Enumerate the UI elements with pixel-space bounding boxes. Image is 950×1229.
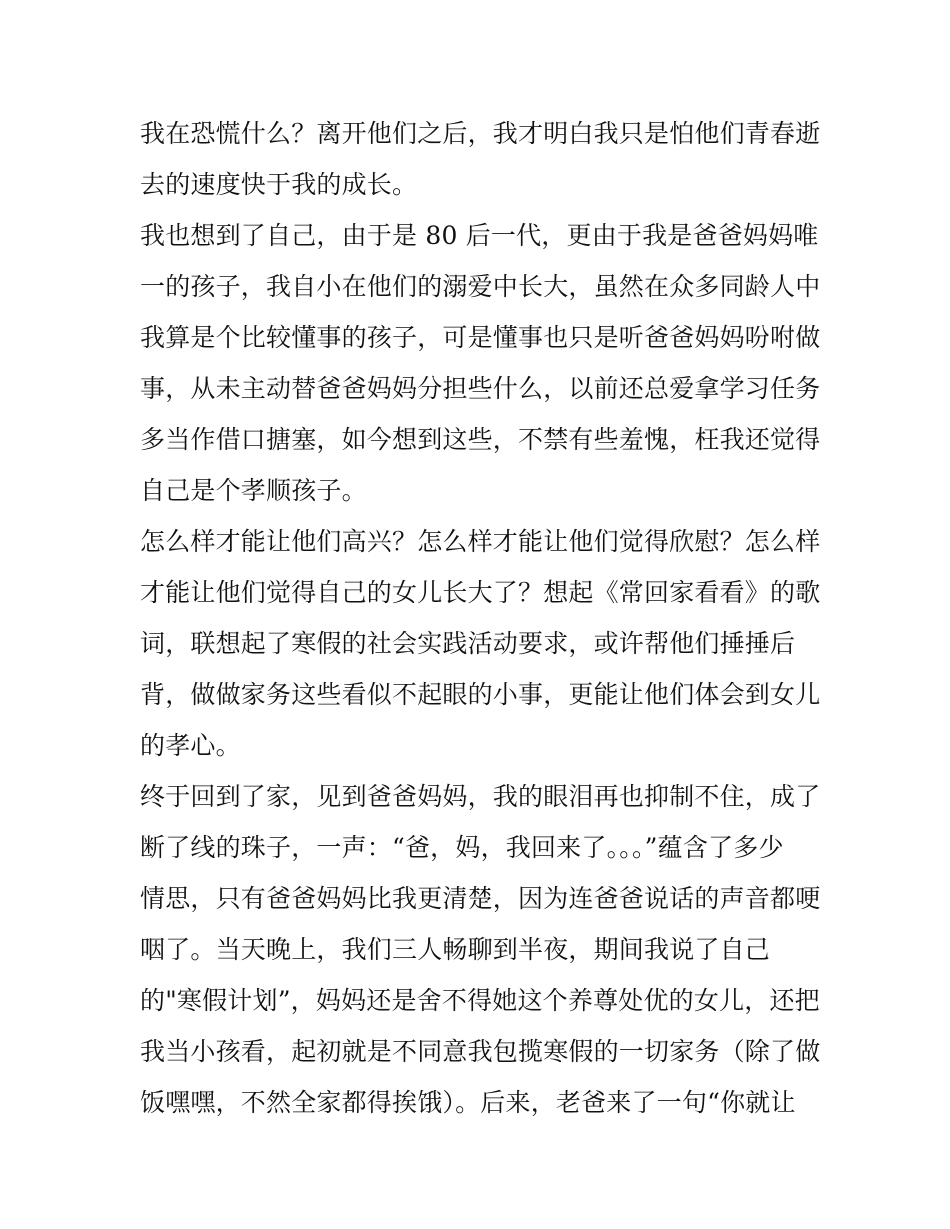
text-line: 自己是个孝顺孩子。 <box>140 476 367 505</box>
text-line: 背，做做家务这些看似不起眼的小事，更能让他们体会到女儿 <box>140 680 820 709</box>
text-line: 饭嘿嘿，不然全家都得挨饿）。后来，老爸来了一句“你就让 <box>140 1088 796 1117</box>
text-line: 断了线的珠子，一声：“爸，妈，我回来了。。。”蕴含了多少 <box>140 833 784 862</box>
text-line: 我算是个比较懂事的孩子，可是懂事也只是听爸爸妈妈吩咐做 <box>140 323 820 352</box>
text-line: 的孝心。 <box>140 731 241 760</box>
text-line: 才能让他们觉得自己的女儿长大了？想起《常回家看看》的歌 <box>140 578 820 607</box>
text-line: 事，从未主动替爸爸妈妈分担些什么，以前还总爱拿学习任务 <box>140 374 820 403</box>
text-line: 词，联想起了寒假的社会实践活动要求，或许帮他们捶捶后 <box>140 629 796 658</box>
text-line: 多当作借口搪塞，如今想到这些，不禁有些羞愧，枉我还觉得 <box>140 425 820 454</box>
text-line: 终于回到了家，见到爸爸妈妈，我的眼泪再也抑制不住，成了 <box>140 782 820 811</box>
text-line: 我当小孩看，起初就是不同意我包揽寒假的一切家务（除了做 <box>140 1037 820 1066</box>
text-line: 一的孩子，我自小在他们的溺爱中长大，虽然在众多同龄人中 <box>140 272 820 301</box>
text-line: 去的速度快于我的成长。 <box>140 170 418 199</box>
text-line: 情思，只有爸爸妈妈比我更清楚，因为连爸爸说话的声音都哽 <box>140 884 820 913</box>
text-line: 的"寒假计划”，妈妈还是舍不得她这个养尊处优的女儿，还把 <box>140 986 820 1015</box>
text-line: 我在恐慌什么？离开他们之后，我才明白我只是怕他们青春逝 <box>140 119 820 148</box>
text-line: 我也想到了自己，由于是 80 后一代，更由于我是爸爸妈妈唯 <box>140 221 819 250</box>
body-text <box>140 108 820 1128</box>
text-line: 怎么样才能让他们高兴？怎么样才能让他们觉得欣慰？怎么样 <box>140 527 820 556</box>
text-line: 咽了。当天晚上，我们三人畅聊到半夜，期间我说了自己 <box>140 935 771 964</box>
